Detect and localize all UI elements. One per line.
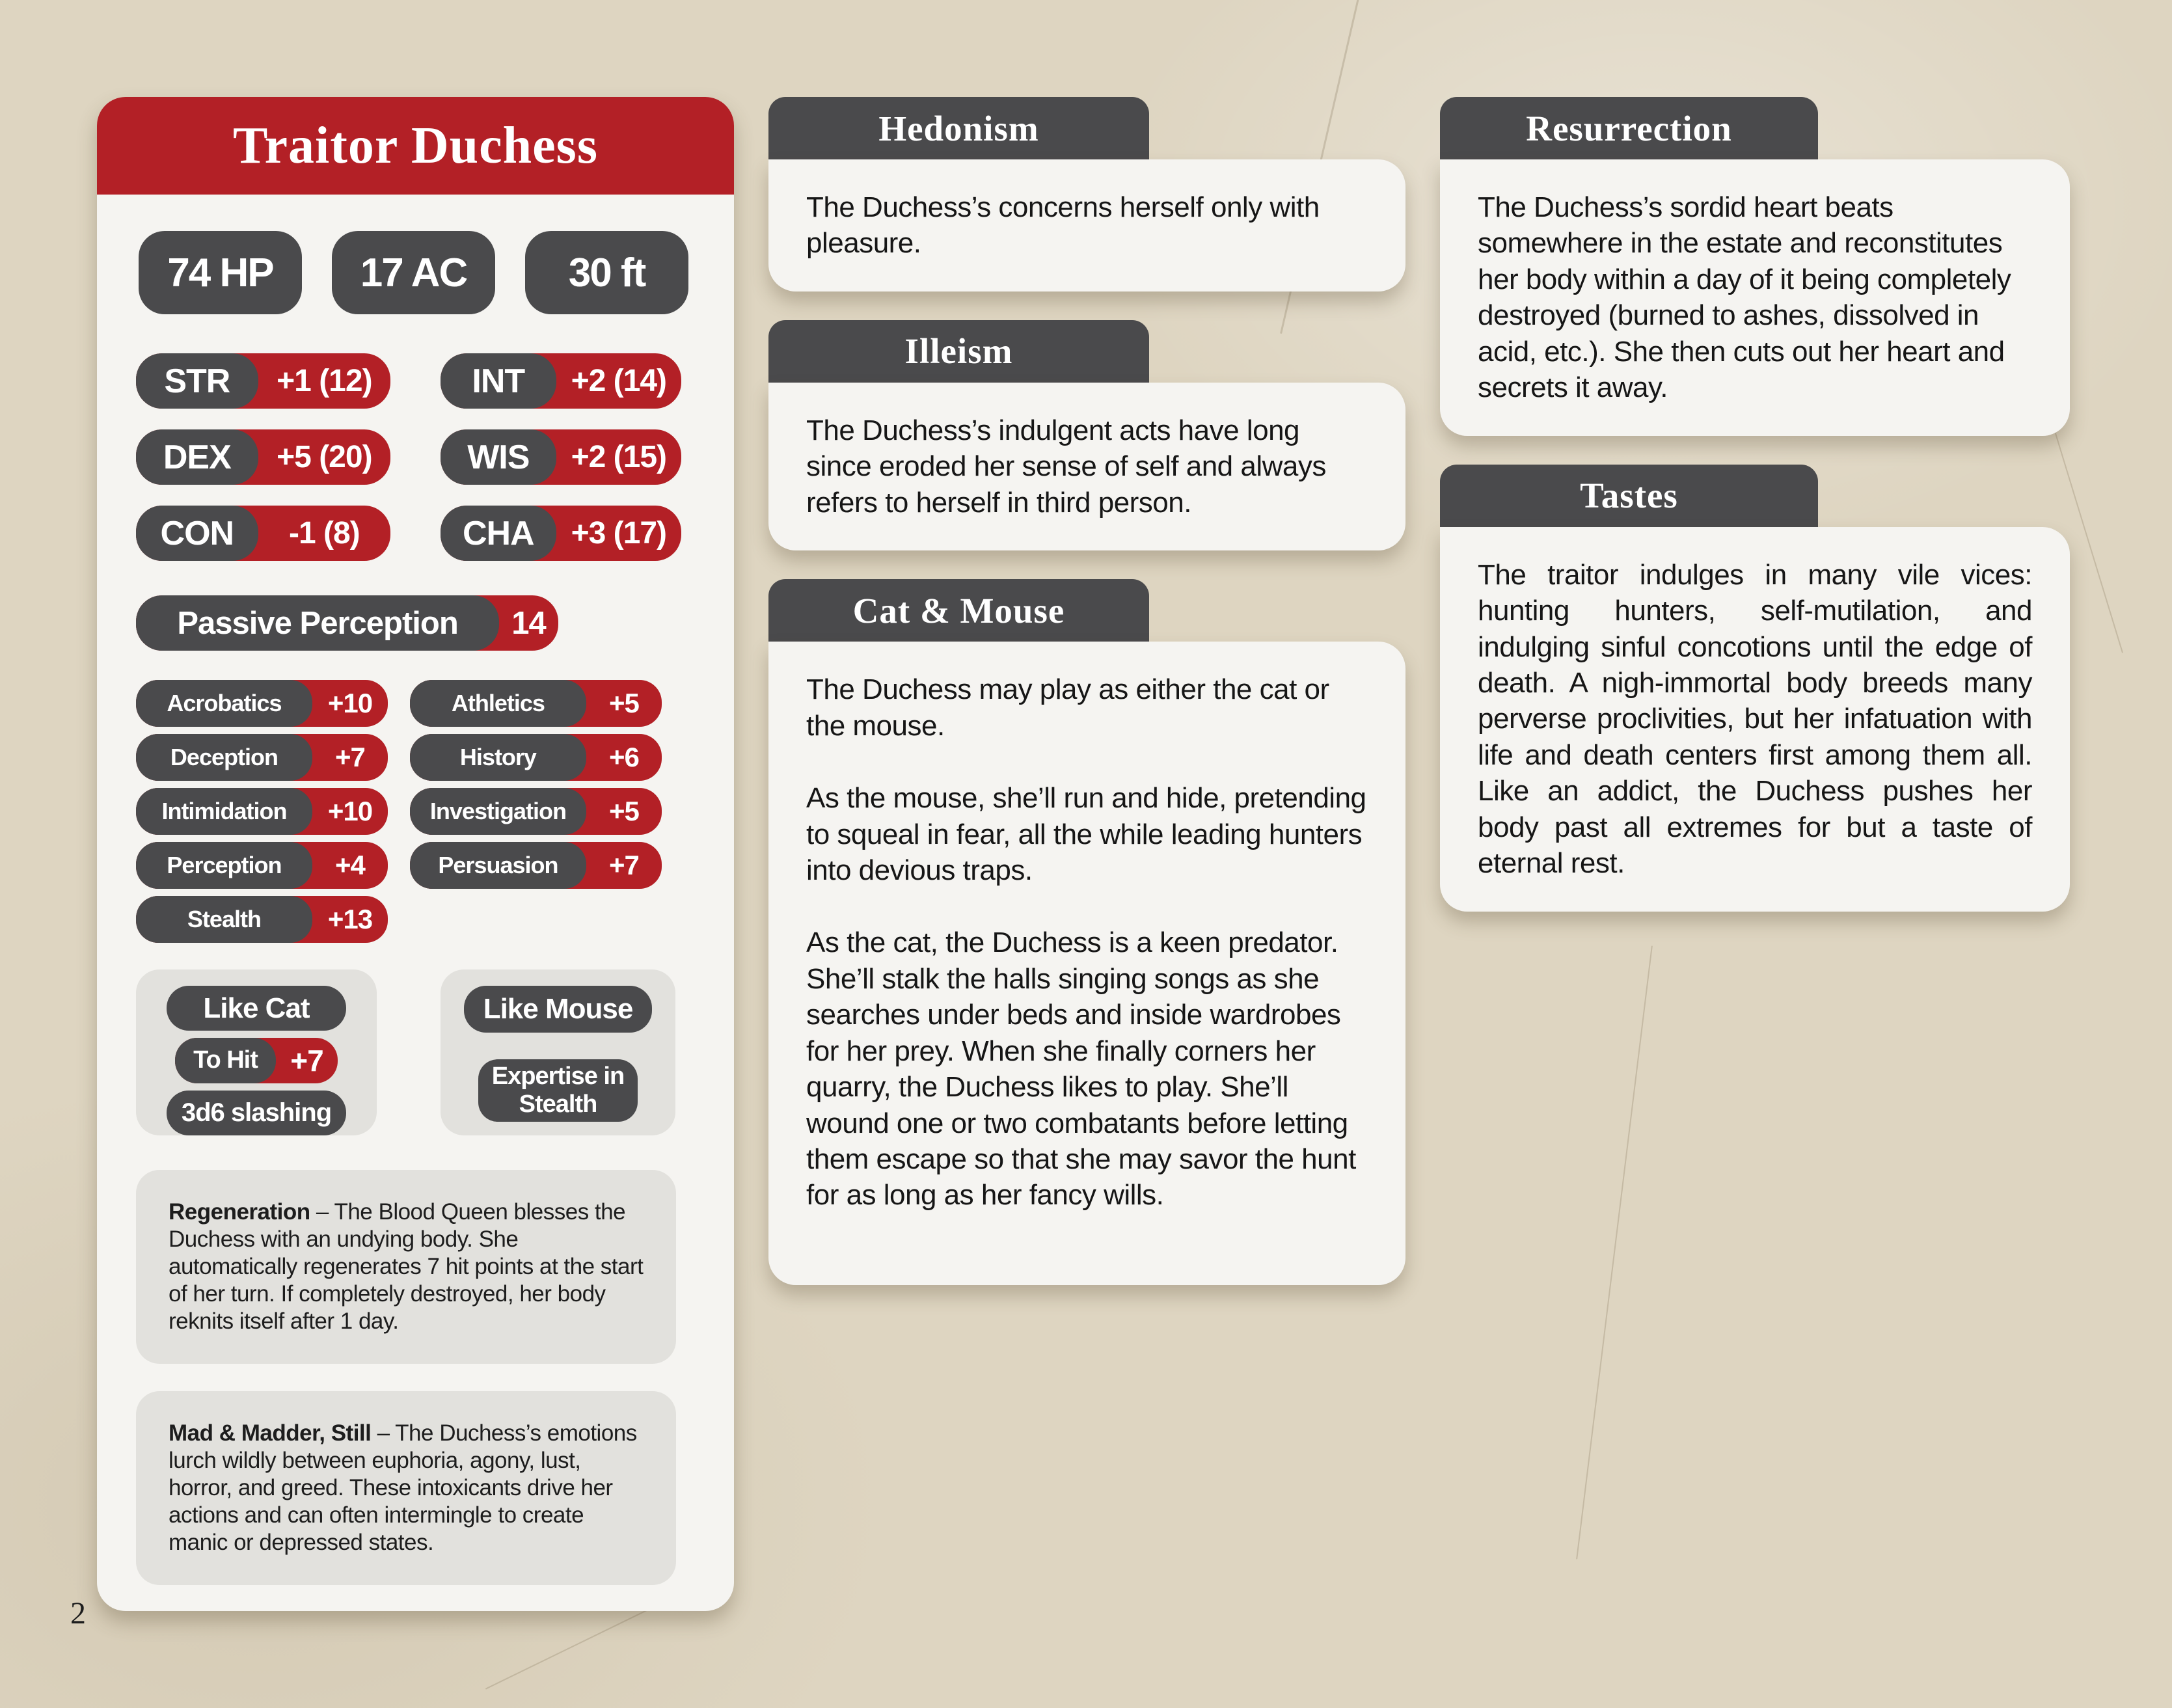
skill-name: Acrobatics — [136, 680, 312, 727]
vital-chip: 30 ft — [525, 231, 688, 314]
ability-scores — [136, 353, 695, 561]
right-column — [1440, 97, 2070, 912]
skill-pill-acrobatics — [136, 680, 388, 727]
section-paragraph: The Duchess’s concerns herself only with pleasure. — [806, 191, 1320, 260]
middle-column — [768, 97, 1405, 1285]
ability-value: +2 (15) — [571, 440, 666, 474]
section-illeism — [768, 320, 1405, 550]
ability-value: +3 (17) — [571, 516, 666, 550]
ability-name: INT — [441, 353, 556, 409]
skill-pill-athletics — [410, 680, 662, 727]
ability-name: CON — [136, 506, 258, 561]
skill-name: Intimidation — [136, 788, 312, 835]
section-paragraph: The Duchess’s indulgent acts have long since eroded her sense of self and always refers to herself in third person. — [806, 414, 1326, 519]
vital-chip: 74 HP — [139, 231, 302, 314]
traits-list — [97, 1170, 734, 1585]
section-paragraph: The Duchess may play as either the cat or the mouse. — [806, 673, 1329, 742]
trait-name: Mad & Madder, Still — [169, 1420, 372, 1446]
section-body — [1440, 527, 2070, 912]
skill-value: +7 — [335, 742, 365, 772]
section-tab — [768, 579, 1149, 642]
ability-name: DEX — [136, 429, 258, 485]
trait-box-0 — [136, 1170, 676, 1364]
skill-name: Perception — [136, 842, 312, 889]
skill-column — [136, 680, 388, 943]
section-tab — [1440, 97, 1818, 159]
skill-pill-investigation — [410, 788, 662, 835]
damage-pill: 3d6 slashing — [167, 1091, 346, 1135]
attack-modes — [136, 969, 695, 1135]
skill-name: Persuasion — [410, 842, 586, 889]
to-hit-value: +7 — [290, 1043, 323, 1078]
to-hit-label: To Hit — [175, 1038, 276, 1083]
section-paragraph: The Duchess’s sordid heart beats somewhere in the estate and reconstitutes her body within a day of it being completely destroyed (burned to ashes, dissolved in acid, etc.). She then cuts out her heart and secrets it away. — [1478, 191, 2011, 404]
like-mouse-panel — [441, 969, 675, 1135]
section-title: Cat & Mouse — [852, 590, 1065, 630]
section-paragraph: As the mouse, she’ll run and hide, pretending to squeal in fear, all the while leading hunters into devious traps. — [806, 782, 1366, 886]
to-hit-pill — [175, 1038, 338, 1083]
skill-value: +6 — [609, 742, 639, 772]
skill-pill-history — [410, 734, 662, 781]
ability-column — [441, 353, 681, 561]
section-hedonism — [768, 97, 1405, 291]
section-tab — [768, 320, 1149, 383]
section-title: Illeism — [904, 331, 1013, 372]
expertise-pill: Expertise in Stealth — [478, 1059, 638, 1122]
section-body — [768, 642, 1405, 1285]
trait-name: Regeneration — [169, 1199, 310, 1225]
section-body — [768, 383, 1405, 550]
ability-name: CHA — [441, 506, 556, 561]
skill-name: Investigation — [410, 788, 586, 835]
stat-block-card — [97, 97, 734, 1611]
vitals-row — [139, 231, 695, 314]
like-mouse-title-pill: Like Mouse — [464, 986, 652, 1033]
skills-list — [136, 680, 695, 943]
section-body — [768, 159, 1405, 291]
skill-value: +7 — [609, 850, 639, 880]
creature-name: Traitor Duchess — [233, 116, 598, 174]
skill-pill-stealth — [136, 896, 388, 943]
section-paragraph: As the cat, the Duchess is a keen predator. She’ll stalk the halls singing songs as she searches under beds and inside wardrobes for her prey. When she finally corners her quarry, the Duchess likes to play. She’ll wound one or two combatants before letting them escape so that she may savor the hunt for as long as her fancy wills. — [806, 927, 1356, 1212]
skill-value: +10 — [327, 688, 373, 718]
ability-value: +1 (12) — [277, 364, 372, 398]
ability-pill-con — [136, 506, 390, 561]
section-title: Hedonism — [878, 108, 1039, 148]
ability-pill-wis — [441, 429, 681, 485]
ability-column — [136, 353, 390, 561]
like-cat-title-pill: Like Cat — [167, 986, 346, 1031]
section-resurrection — [1440, 97, 2070, 436]
skill-name: Athletics — [410, 680, 586, 727]
section-tab — [768, 97, 1149, 159]
skill-value: +5 — [609, 688, 639, 718]
vital-chip: 17 AC — [332, 231, 495, 314]
skill-column — [410, 680, 662, 943]
skill-value: +5 — [609, 796, 639, 826]
section-cat-mouse — [768, 579, 1405, 1285]
ability-value: +2 (14) — [571, 364, 666, 398]
stat-block-header — [97, 97, 734, 195]
page-number: 2 — [70, 1596, 86, 1631]
skill-pill-perception — [136, 842, 388, 889]
section-tastes — [1440, 465, 2070, 912]
like-cat-panel — [136, 969, 377, 1135]
skill-pill-persuasion — [410, 842, 662, 889]
trait-text: Mad & Madder, Still – The Duchess’s emotions lurch wildly between euphoria, agony, lust, horror, and greed. These intoxicants drive her actions and can often intermingle to create manic or depressed states. — [169, 1420, 637, 1555]
skill-name: Stealth — [136, 896, 312, 943]
passive-perception-label: Passive Perception — [136, 595, 499, 651]
ability-pill-cha — [441, 506, 681, 561]
skill-value: +13 — [327, 904, 373, 934]
section-paragraph: The traitor indulges in many vile vices: hunting hunters, self-mutilation, and indulging sinful concotions until the edge of death. A nigh-immortal body breeds many perverse proclivities, but her infatuation with life and death centers first among them all. Like an addict, the Duchess pushes her body past all extremes for but a taste of eternal rest. — [1478, 558, 2032, 880]
section-tab — [1440, 465, 1818, 527]
skill-value: +4 — [335, 850, 365, 880]
section-title: Tastes — [1580, 476, 1678, 516]
skill-pill-deception — [136, 734, 388, 781]
skill-name: Deception — [136, 734, 312, 781]
passive-perception-value: 14 — [511, 605, 546, 641]
ability-name: STR — [136, 353, 258, 409]
skill-pill-intimidation — [136, 788, 388, 835]
ability-pill-str — [136, 353, 390, 409]
skill-value: +10 — [327, 796, 373, 826]
trait-text: Regeneration – The Blood Queen blesses the Duchess with an undying body. She automatically regenerates 7 hit points at the start of her turn. If completely destroyed, her body reknits itself after 1 day. — [169, 1199, 644, 1334]
skill-name: History — [410, 734, 586, 781]
ability-pill-dex — [136, 429, 390, 485]
parchment-crack-texture — [1576, 945, 1653, 1559]
parchment-crack-texture — [485, 1603, 662, 1689]
section-body — [1440, 159, 2070, 436]
ability-name: WIS — [441, 429, 556, 485]
passive-perception-pill — [136, 595, 558, 651]
ability-pill-int — [441, 353, 681, 409]
ability-value: -1 (8) — [288, 516, 360, 550]
ability-value: +5 (20) — [277, 440, 372, 474]
trait-box-1 — [136, 1391, 676, 1585]
section-title: Resurrection — [1526, 108, 1732, 148]
